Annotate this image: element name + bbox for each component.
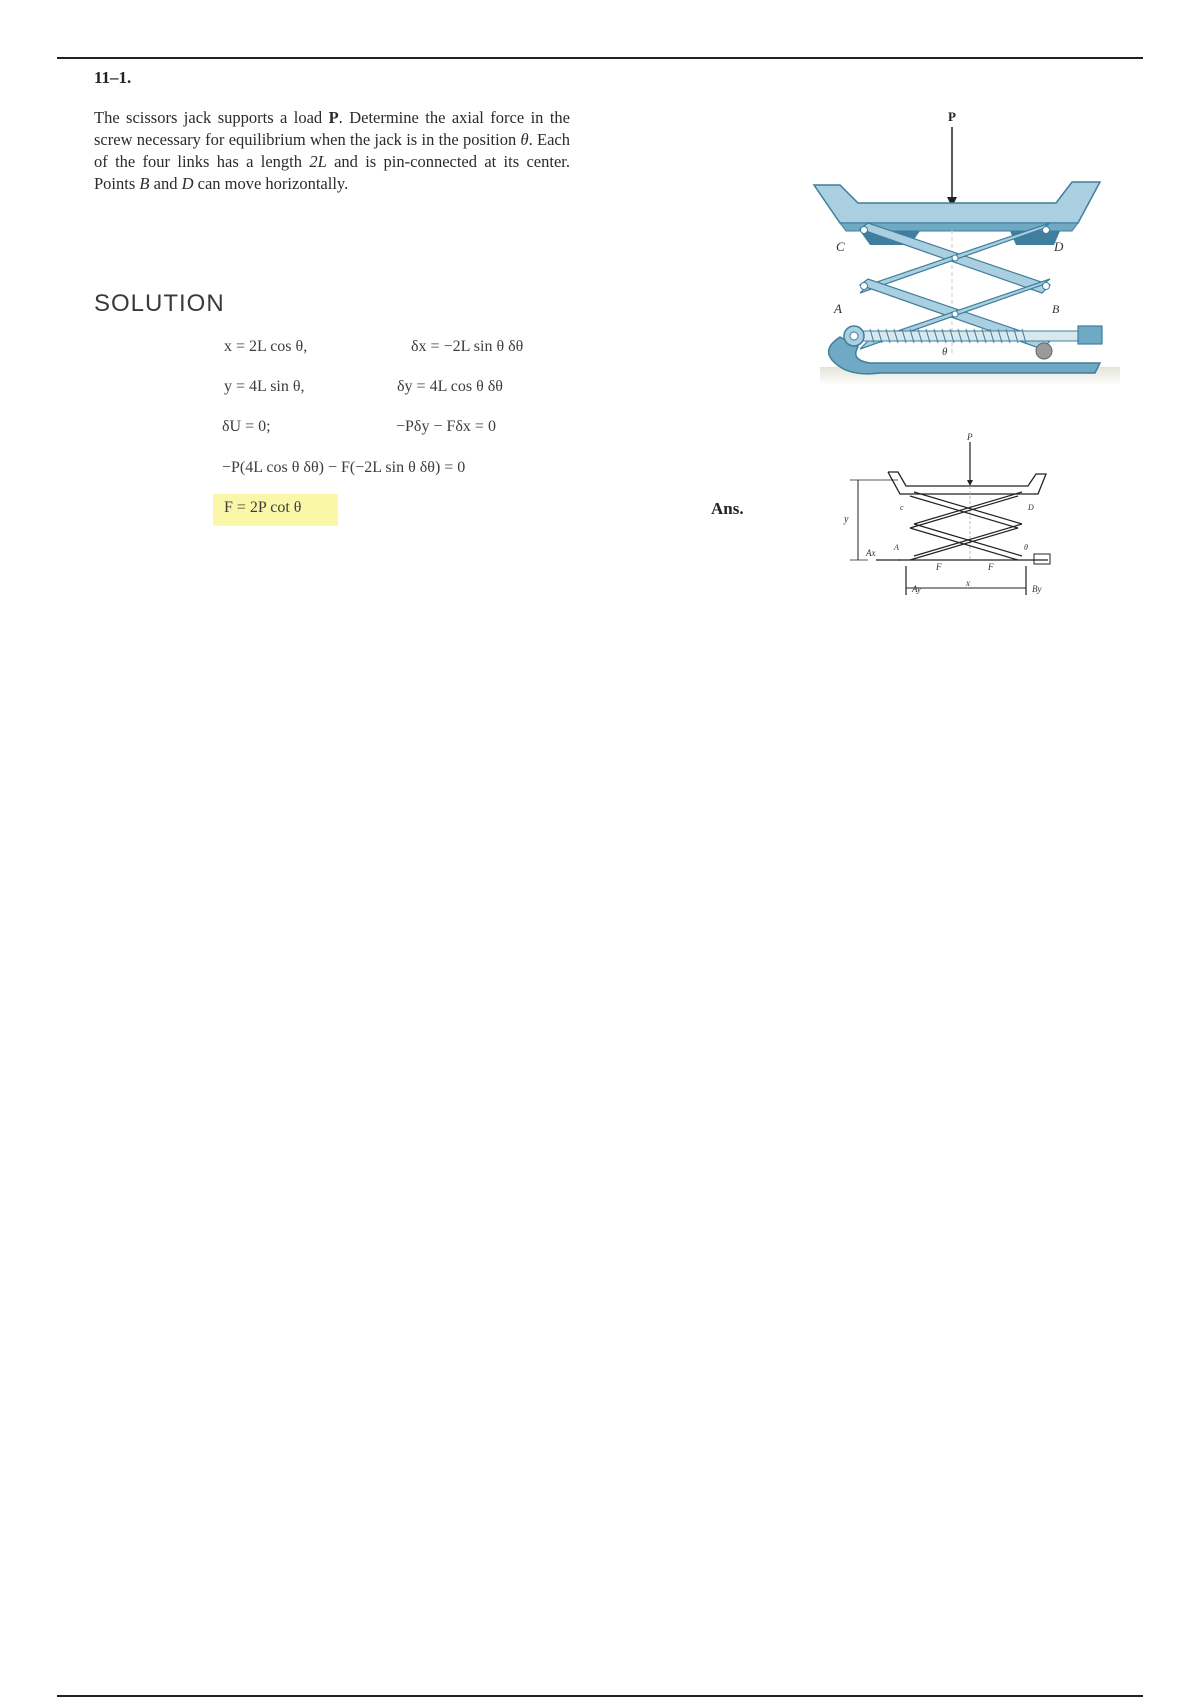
problem-text-part: . Determine the axial force in the screw necessary for equilibrium when the jack is in the position [94, 108, 570, 149]
fbd-label-d: D [1028, 503, 1034, 512]
fbd-nut [1034, 554, 1050, 564]
pin-lower-center [952, 311, 958, 317]
load-symbol: P [328, 108, 339, 127]
problem-text-part: can move horizontally. [193, 174, 349, 193]
pin-c [861, 227, 868, 234]
fbd-label-y: y [844, 514, 849, 525]
label-b: B [1052, 302, 1060, 316]
equation-delta-x: δx = −2L sin θ δθ [411, 338, 524, 355]
fbd-label-a: A [894, 543, 899, 552]
answer-equation: F = 2P cot θ [224, 499, 302, 516]
bottom-rule [57, 1695, 1143, 1697]
fbd-label-f: F [936, 562, 942, 572]
point-b-symbol: B [139, 174, 150, 193]
scissors-jack-illustration [810, 105, 1130, 395]
problem-number: 11–1. [94, 68, 132, 87]
fbd-label-f2: F [988, 562, 994, 572]
problem-text-part: and is pin-connected at its center. Points [94, 152, 570, 193]
equation-y: y = 4L sin θ, [224, 378, 305, 395]
problem-text-part: . Each of the four links has a length [94, 130, 570, 171]
fbd-label-load: P [967, 432, 973, 442]
roller-b [1036, 343, 1052, 359]
fbd-tray [888, 472, 1046, 494]
equation-x: x = 2L cos θ, [224, 338, 308, 355]
problem-text-part: and [149, 174, 182, 193]
pivot-a-center [850, 332, 858, 340]
pin-upper-center [952, 255, 958, 261]
length-symbol: 2L [309, 152, 327, 171]
label-load: P [948, 109, 956, 124]
problem-text-part: The scissors jack supports a load [94, 108, 329, 127]
solution-heading: SOLUTION [94, 290, 225, 317]
theta-symbol: θ [520, 130, 529, 149]
equation-delta-y: δy = 4L cos θ δθ [397, 378, 503, 395]
label-d: D [1054, 239, 1064, 254]
free-body-diagram [838, 430, 1068, 605]
label-c: C [836, 239, 845, 254]
fbd-label-theta: θ [1024, 543, 1028, 552]
fbd-links [910, 492, 1022, 560]
top-rule [57, 57, 1143, 59]
point-d-symbol: D [181, 174, 194, 193]
fbd-label-c: c [900, 503, 904, 512]
pin-right-mid [1043, 283, 1050, 290]
label-theta: θ [942, 346, 948, 358]
problem-statement [94, 107, 570, 195]
equation-substituted: −P(4L cos θ δθ) − F(−2L sin θ δθ) = 0 [222, 459, 466, 476]
equation-work-balance: −Pδy − Fδx = 0 [396, 418, 496, 435]
pin-left-mid [861, 283, 868, 290]
fbd-label-ax: Ax [866, 548, 876, 558]
pin-d [1043, 227, 1050, 234]
ans-label: Ans. [711, 499, 744, 518]
top-tray [814, 182, 1100, 223]
fbd-load-arrowhead [967, 480, 973, 486]
screw-rod [850, 331, 1080, 341]
equation-virtual-work: δU = 0; [222, 418, 271, 435]
screw-nut [1078, 326, 1102, 344]
fbd-label-ay: Ay [912, 584, 921, 594]
fbd-label-by: By [1032, 584, 1042, 594]
fbd-label-x: x [966, 578, 970, 588]
label-a: A [834, 301, 842, 316]
